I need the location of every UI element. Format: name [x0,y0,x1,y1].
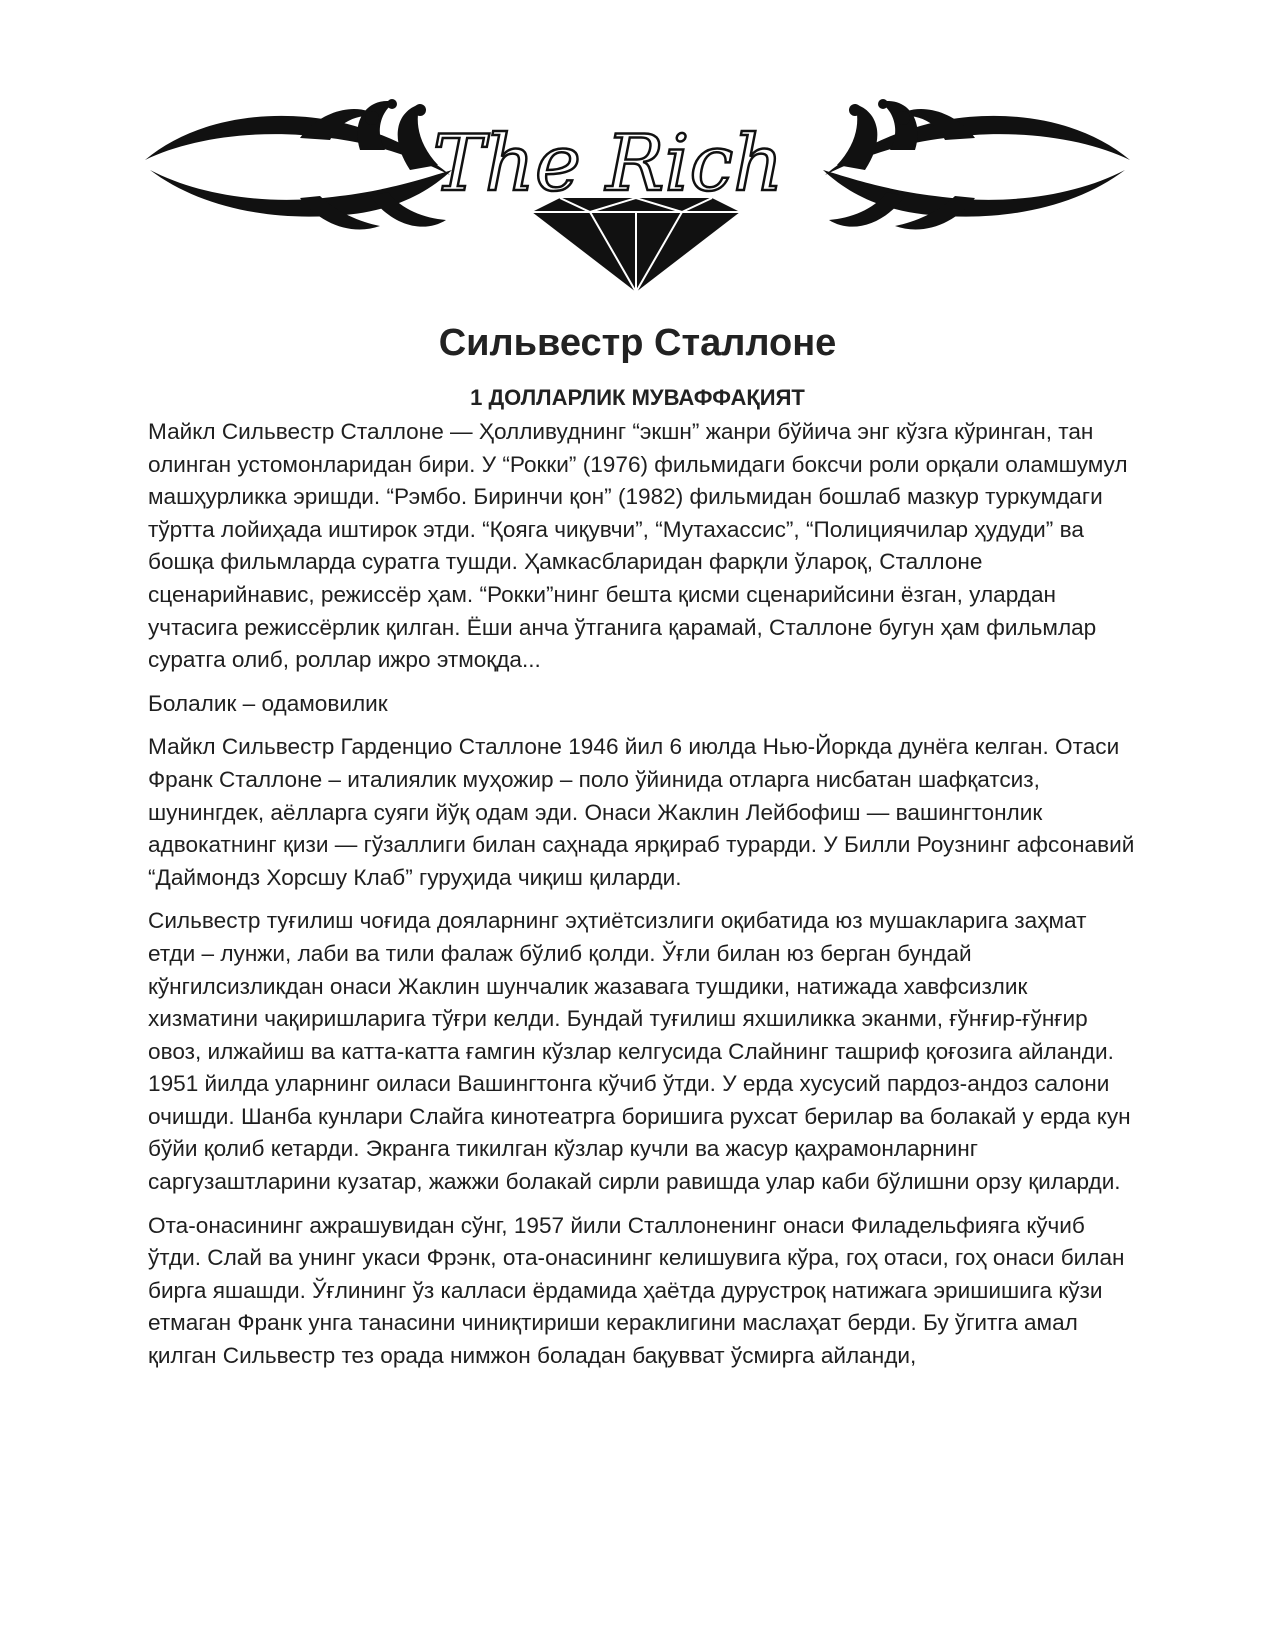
logo-wordmark: The Rich [432,119,784,209]
page-title: Сильвестр Сталлоне [438,322,837,364]
diamond-icon [532,198,740,292]
page-subtitle: 1 ДОЛЛАРЛИК МУВАФФАҚИЯТ [470,385,805,410]
the-rich-logo [0,0,1275,300]
paragraph-intro: Майкл Сильвестр Сталлоне — Ҳолливуднинг “экшн” жанри бўйича энг кўзга кўринган, тан олинган устомонларидан бири. У “Рокки” (1976) фильмидаги боксчи роли орқали оламшумул машҳурликка эришди. “Рэмбо. Биринчи қон” (1982) фильмидан бошлаб мазкур туркумдаги тўртта лойиҳада иштирок этди. “Қояга чиқувчи”, “Мутахассис”, “Полициячилар ҳудуди” ва бошқа фильмларда суратга тушди. Ҳамкасбларидан фарқли ўлароқ, Сталлоне сценарийнавис, режиссёр ҳам. “Рокки”нинг бешта қисми сценарийсини ёзган, улардан учтасига режиссёрлик қилган. Ёши анча ўтганига қарамай, Сталлоне бугун ҳам фильмлар суратга олиб, роллар ижро этмоқда... [148,419,1128,673]
paragraph-birth: Майкл Сильвестр Гарденцио Сталлоне 1946 йил 6 июлда Нью-Йоркда дунёга келган. Отаси Франк Сталлоне – италиялик муҳожир – поло ўйинида отларга нисбатан шафқатсиз, шунингдек, аёлларга суяги йўқ одам эди. Онаси Жаклин Лейбофиш — вашингтонлик адвокатнинг қизи — гўзаллиги билан саҳнада ярқираб турарди. У Билли Роузнинг афсонавий “Даймондз Хорсшу Клаб” гуруҳида чиқиш қиларди. [148,734,1135,890]
right-flourish-ornament [823,99,1130,230]
left-flourish-ornament [145,99,452,230]
paragraph-injury: Сильвестр туғилиш чоғида дояларнинг эҳтиётсизлиги оқибатида юз мушакларига заҳмат етди – лунжи, лаби ва тили фалаж бўлиб қолди. Ўғли билан юз берган бундай кўнгилсизликдан онаси Жаклин шунчалик жазавага тушдики, натижада хавфсизлик хизматини чақиришларига тўғри келди. Бундай туғилиш яхшиликка эканми, ғўнғир-ғўнғир овоз, илжайиш ва катта-катта ғамгин кўзлар келгусида Слайнинг ташриф қоғозига айланди. [148,908,1114,1064]
article-body [148,416,1136,1373]
paragraph-divorce: Ота-онасининг ажрашувидан сўнг, 1957 йили Сталлоненинг онаси Филадельфияга кўчиб ўтди. Слай ва унинг укаси Фрэнк, ота-онасининг келишувига кўра, гоҳ отаси, гоҳ онаси билан бирга яшашди. Ўғлининг ўз калласи ёрдамида ҳаётда дурустроқ натижага эришишига кўзи етмаган Франк унга танасини чиниқтириши кераклигини маслаҳат берди. Бу ўгитга амал қилган Сильвестр тез орада нимжон боладан бақувват ўсмирга айланди, [148,1212,1125,1369]
section-heading-childhood: Болалик – одамовилик [148,690,388,716]
paragraph-washington: 1951 йилда уларнинг оиласи Вашингтонга кўчиб ўтди. У ерда хусусий пардоз-андоз салони очишди. Шанба кунлари Слайга кинотеатрга боришига рухсат берилар ва болакай у ерда кун бўйи қолиб кетарди. Экранга тикилган кўзлар кучли ва жасур қаҳрамонларнинг саргузаштларини кузатар, жажжи болакай сирли равишда улар каби бўлишни орзу қиларди. [148,1071,1131,1195]
